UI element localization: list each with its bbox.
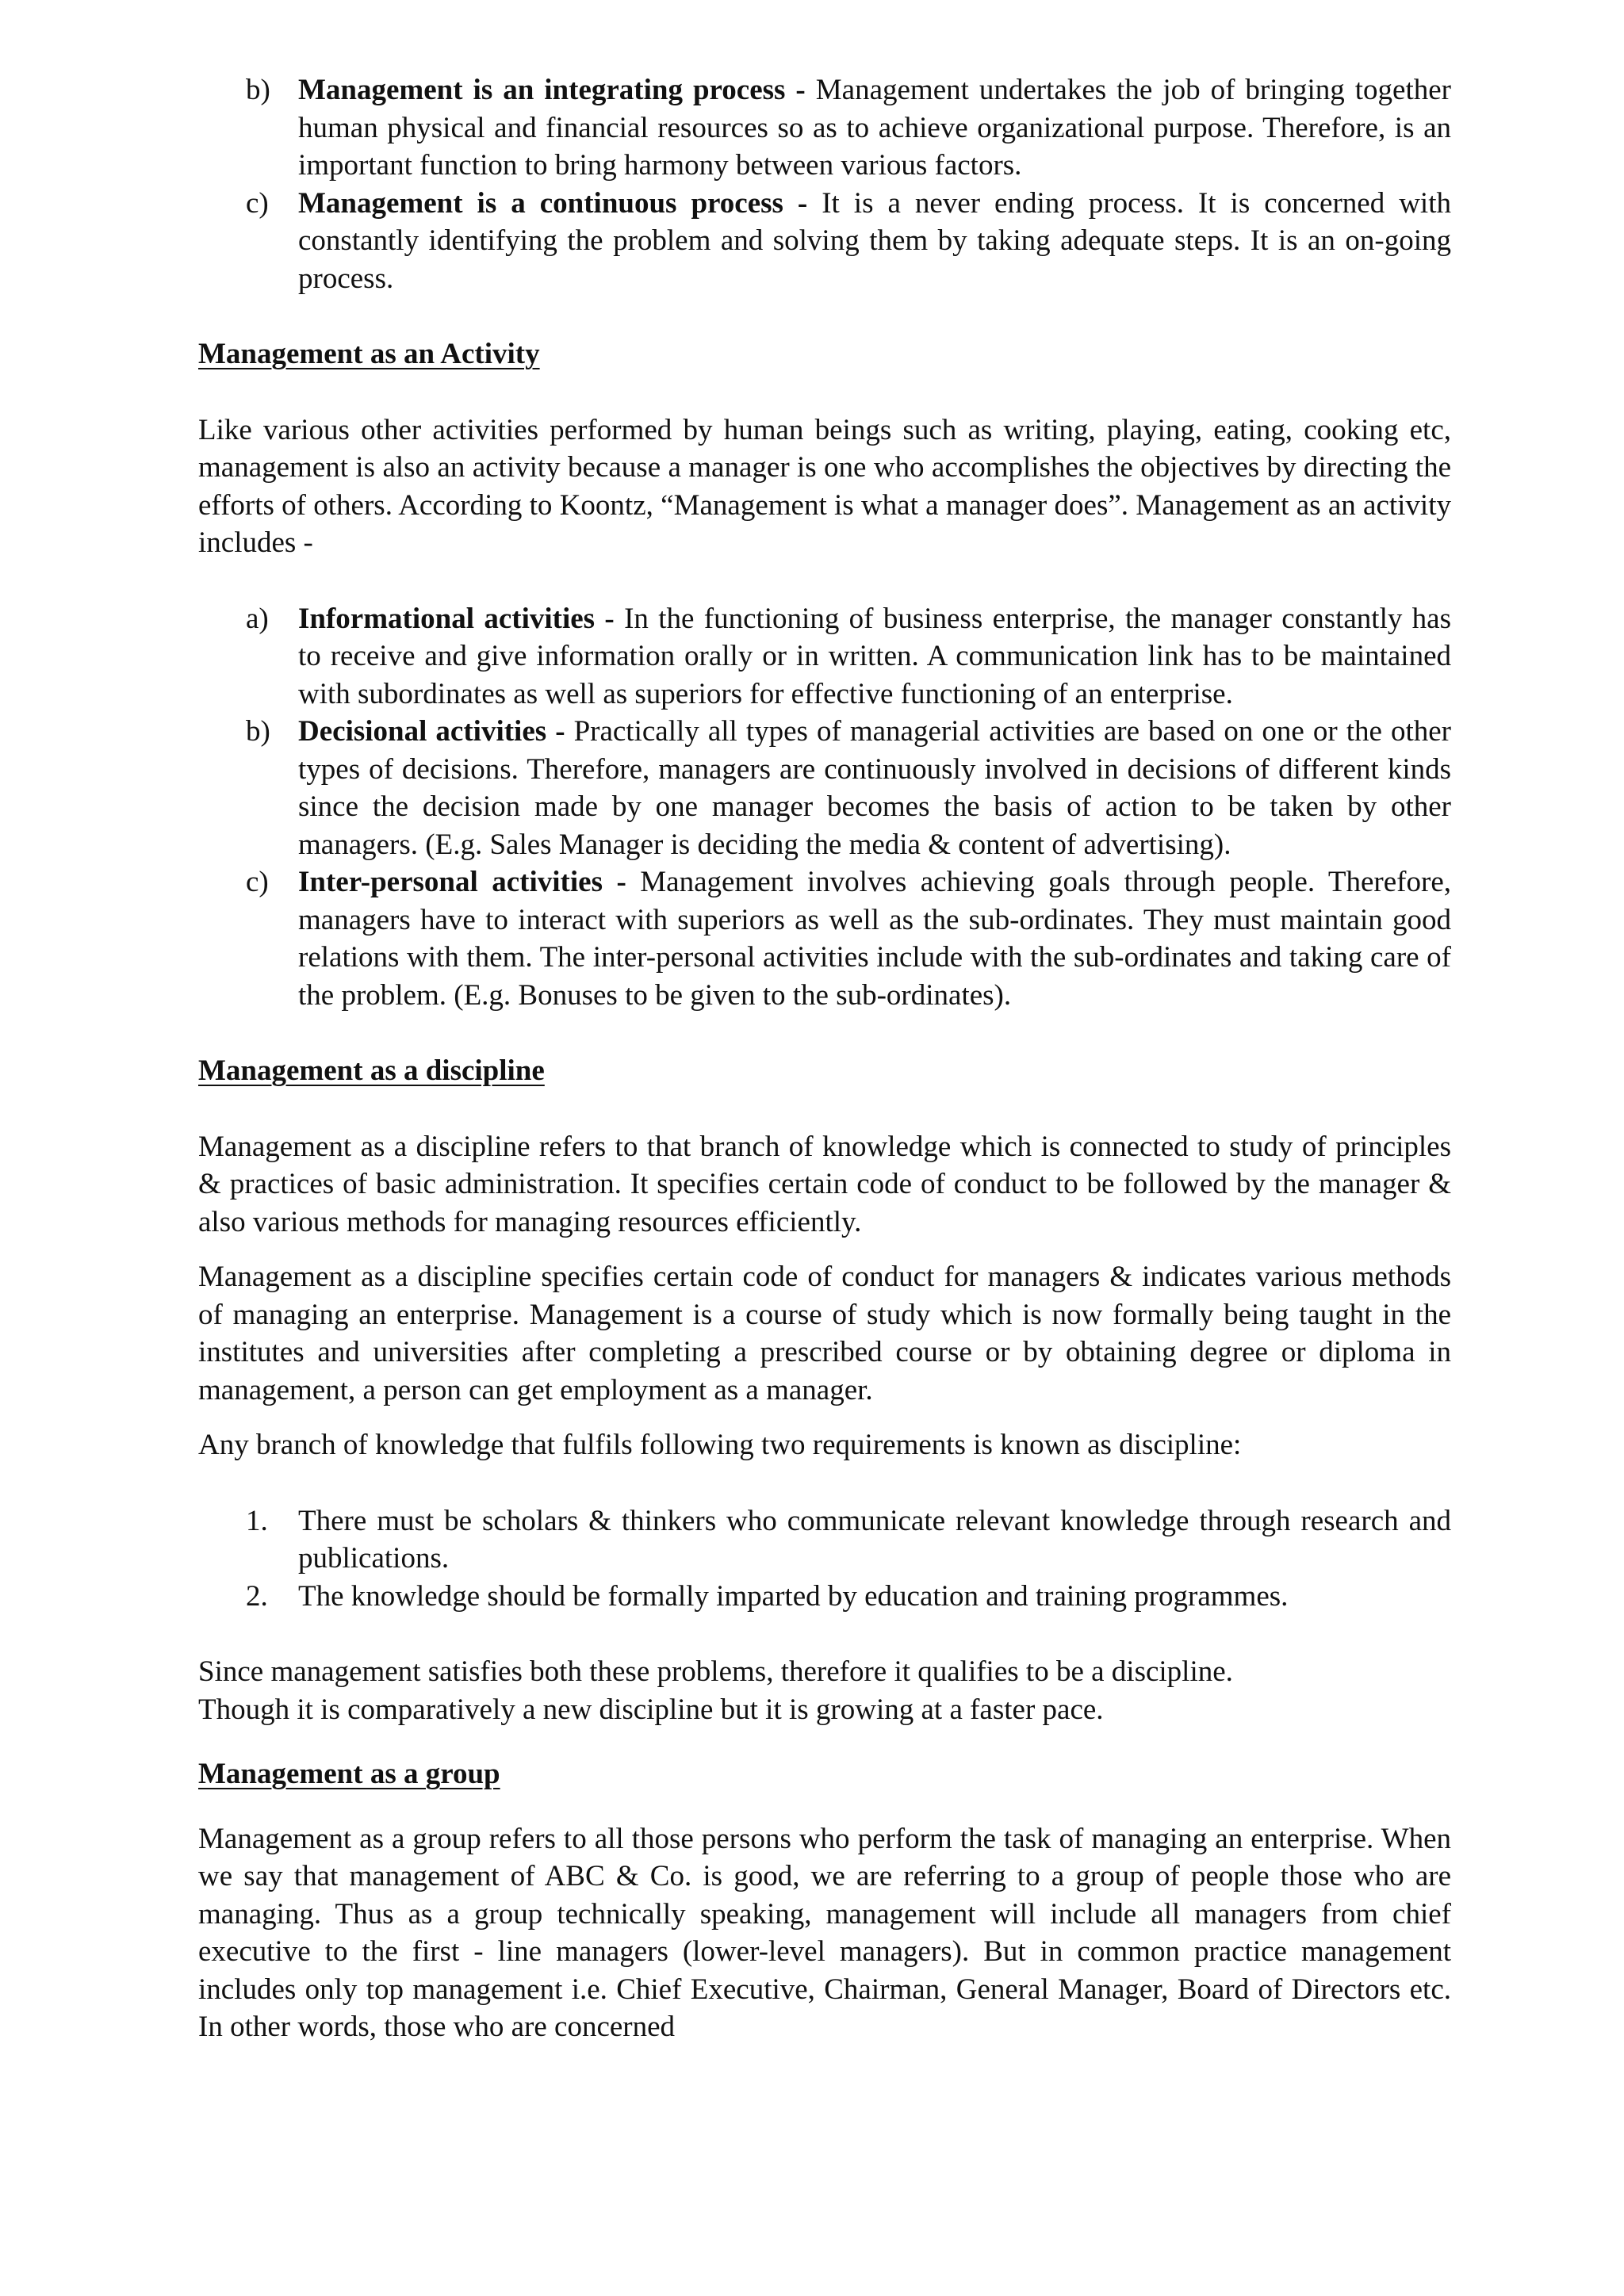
list-item [198,713,1451,863]
list-marker: a) [246,602,269,635]
paragraph-discipline-3: Any branch of knowledge that fulfils following two requirements is known as discipline: [198,1429,1242,1461]
item-title: Inter-personal activities - [298,866,641,898]
section-heading-activity: Management as an Activity [198,338,540,370]
paragraph-discipline-1: Management as a discipline refers to that branch of knowledge which is connected to study of principles & practices of basic administration. It specifies certain code of conduct to be followed by the manager & also various methods for managing resources efficiently. [198,1130,1451,1238]
item-title: Decisional activities - [298,715,574,748]
item-body: Practically all types of managerial activities are based on one or the other types of decisions. Therefore, managers are continuously involved in decisions of different kinds since the decision made by one manager becomes the basis of action to be taken by other managers. (E.g. Sales Manager is deciding the media & content of advertising). [298,715,1451,861]
list-marker: b) [246,74,270,106]
list-item [198,185,1451,298]
section-heading-discipline: Management as a discipline [198,1054,545,1087]
paragraph-group-1: Management as a group refers to all those persons who perform the task of managing an enterprise. When we say that management of ABC & Co. is good, we are referring to a group of people those who are managing. Thus as a group technically speaking, management will include all managers from chief executive to the first - line managers (lower-level managers). But in common practice management includes only top management i.e. Chief Executive, Chairman, General Manager, Board of Directors etc. In other words, those who are concerned [198,1822,1451,2043]
document-page [198,71,1451,2046]
list-item [198,1502,1451,1578]
list-item [198,1578,1451,1616]
paragraph-discipline-4-line2: Though it is comparatively a new discipline but it is growing at a faster pace. [198,1693,1104,1726]
item-body: There must be scholars & thinkers who communicate relevant knowledge through research and publications. [298,1504,1451,1575]
item-body: The knowledge should be formally imparted by education and training programmes. [298,1579,1289,1613]
item-body: In the functioning of business enterprise, the manager constantly has to receive and give information orally or in written. A communication link has to be maintained with subordinates as well as superiors for effective functioning of an enterprise. [298,602,1452,710]
paragraph-activity-intro: Like various other activities performed by human beings such as writing, playing, eating, cooking etc, management is also an activity because a manager is one who accomplishes the objectives by directing the efforts of others. According to Koontz, “Management is what a manager does”. Management as an activity includes - [198,413,1451,559]
list-marker: b) [246,715,270,748]
list-item [198,863,1451,1014]
item-body: It is a never ending process. It is concerned with constantly identifying the problem and solving them by taking adequate steps. It is an on-going process. [298,186,1451,295]
item-title: Management is an integrating process - [298,74,816,106]
list-item [198,71,1451,185]
item-title: Informational activities - [298,602,625,635]
section-heading-group: Management as a group [198,1758,500,1790]
item-body: Management involves achieving goals through people. Therefore, managers have to interact with superiors as well as the sub-ordinates. They must maintain good relations with them. The inter-personal activities include with the sub-ordinates and taking care of the problem. (E.g. Bonuses to be given to the sub-ordinates). [298,866,1451,1012]
item-title: Management is a continuous process - [298,186,822,220]
paragraph-discipline-4-line1: Since management satisfies both these problems, therefore it qualifies to be a discipline. [198,1655,1233,1688]
list-marker: c) [246,186,269,220]
list-item [198,600,1451,714]
list-marker: 1. [246,1504,268,1537]
list-marker: 2. [246,1579,268,1613]
list-marker: c) [246,866,269,898]
item-body: Management undertakes the job of bringing together human physical and financial resources so as to achieve organizational purpose. Therefore, is an important function to bring harmony between various factors. [298,74,1451,182]
paragraph-discipline-2: Management as a discipline specifies certain code of conduct for managers & indicates various methods of managing an enterprise. Management is a course of study which is now formally being taught in the institutes and universities after completing a prescribed course or by obtaining degree or diploma in management, a person can get employment as a manager. [198,1261,1451,1406]
